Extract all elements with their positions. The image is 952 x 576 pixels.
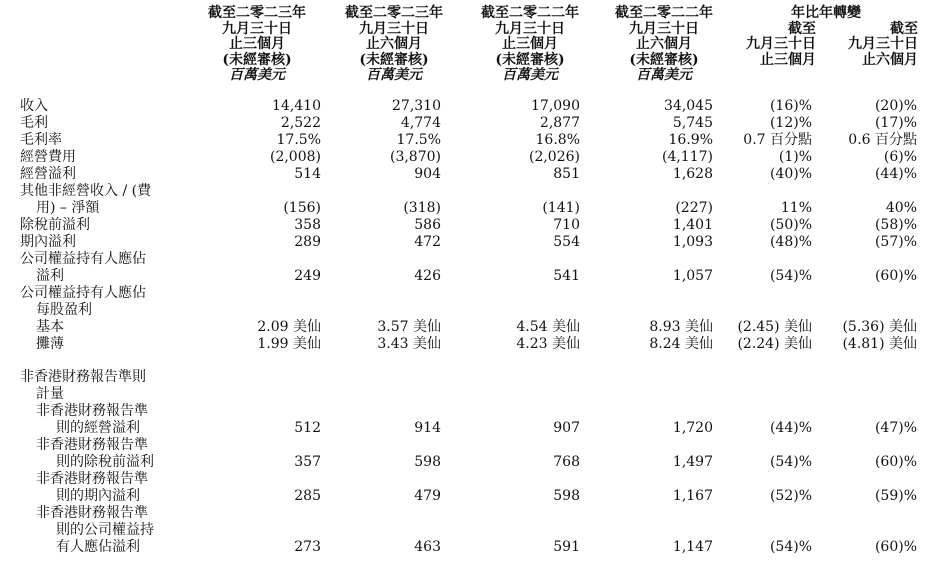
table-cell: (50)% [769, 217, 812, 233]
row-label: 經營費用 [20, 149, 76, 165]
row-label: 每股盈利 [36, 302, 92, 318]
table-cell: 357 [294, 454, 321, 470]
table-cell: (2,008) [269, 149, 321, 165]
row-label: 非香港財務報告準 [36, 403, 148, 419]
table-cell: (156) [283, 200, 321, 216]
table-cell: 4.54 美仙 [516, 319, 580, 335]
row-label: 計量 [36, 386, 64, 402]
table-cell: 3.57 美仙 [377, 319, 441, 335]
row-label: 則的公司權益持 [56, 522, 154, 538]
table-row [0, 368, 952, 386]
table-cell: 8.93 美仙 [649, 319, 713, 335]
table-cell: (60)% [874, 454, 917, 470]
table-row [0, 335, 952, 353]
table-cell: 2.09 美仙 [257, 319, 321, 335]
column-header-line: 止三個月 [760, 51, 816, 68]
table-cell: 591 [553, 539, 580, 555]
table-cell: 40% [885, 200, 917, 216]
column-header-line: 截至 [788, 20, 816, 37]
table-cell: 1,628 [672, 166, 713, 182]
table-cell: (54)% [769, 539, 812, 555]
table-cell: 34,045 [664, 98, 713, 114]
table-cell: 16.8% [535, 132, 580, 148]
column-header-line: 九月三十日 [629, 20, 699, 37]
table-cell: 463 [414, 539, 441, 555]
table-cell: 5,745 [672, 115, 713, 131]
table-cell: (20)% [874, 98, 917, 114]
table-cell: (60)% [874, 268, 917, 284]
column-header [466, 6, 594, 84]
table-cell: (52)% [769, 488, 812, 504]
column-header-line: 止六個月 [862, 51, 918, 68]
table-cell: 1,057 [672, 268, 713, 284]
table-cell: 904 [414, 166, 441, 182]
table-row [0, 97, 952, 115]
table-cell: (44)% [769, 420, 812, 436]
table-cell: 17,090 [531, 98, 580, 114]
column-unit: 百萬美元 [502, 67, 558, 83]
table-cell: 514 [294, 166, 321, 182]
table-cell: 914 [414, 420, 441, 436]
table-cell: 426 [414, 268, 441, 284]
table-cell: 1,147 [672, 539, 713, 555]
table-cell: (1)% [778, 149, 812, 165]
table-cell: 710 [553, 217, 580, 233]
table-row [0, 267, 952, 285]
row-label: 用) – 淨額 [36, 200, 100, 216]
row-label: 溢利 [36, 268, 64, 284]
table-cell: (5.36) 美仙 [842, 319, 917, 335]
row-label: 則的期內溢利 [56, 488, 140, 504]
row-label: 公司權益持有人應佔 [20, 251, 146, 267]
table-cell: 598 [414, 454, 441, 470]
table-cell: (4.81) 美仙 [842, 336, 917, 352]
table-cell: (54)% [769, 454, 812, 470]
row-label: 則的除稅前溢利 [56, 454, 154, 470]
table-row [0, 487, 952, 505]
table-cell: 1.99 美仙 [257, 336, 321, 352]
row-label: 除稅前溢利 [20, 217, 90, 233]
table-cell: (4,117) [661, 149, 713, 165]
table-cell: 1,093 [672, 234, 713, 250]
table-cell: 1,720 [672, 420, 713, 436]
table-cell: 0.6 百分點 [848, 132, 917, 148]
table-row [0, 504, 952, 522]
table-row [0, 419, 952, 437]
column-header-line: (未經審核) [495, 51, 565, 68]
table-cell: (59)% [874, 488, 917, 504]
table-cell: 4,774 [400, 115, 441, 131]
table-cell: (54)% [769, 268, 812, 284]
table-cell: (17)% [874, 115, 917, 131]
table-cell: 17.5% [276, 132, 321, 148]
table-row [0, 538, 952, 556]
table-cell: 768 [553, 454, 580, 470]
row-label: 非香港財務報告準 [36, 471, 148, 487]
column-header-line: 止三個月 [229, 36, 285, 52]
table-cell: 8.24 美仙 [649, 336, 713, 352]
table-row [0, 521, 952, 539]
row-label: 非香港財務報告準則 [20, 369, 146, 385]
table-cell: (12)% [769, 115, 812, 131]
table-cell: (48)% [769, 234, 812, 250]
table-cell: (60)% [874, 539, 917, 555]
table-row [0, 385, 952, 403]
column-header-line: 截至二零二二年 [481, 5, 579, 21]
column-header [330, 6, 458, 84]
row-label: 公司權益持有人應佔 [20, 285, 146, 301]
column-header-line: 九月三十日 [222, 20, 292, 37]
table-cell: (2,026) [528, 149, 580, 165]
column-header-line: 九月三十日 [495, 20, 565, 37]
table-cell: (6)% [883, 149, 917, 165]
table-cell: 1,497 [672, 454, 713, 470]
table-cell: (227) [675, 200, 713, 216]
table-cell: 1,167 [672, 488, 713, 504]
table-cell: 17.5% [396, 132, 441, 148]
column-header-line: 止六個月 [366, 36, 422, 52]
column-header-line: 截至 [890, 20, 918, 37]
table-cell: 541 [553, 268, 580, 284]
table-cell: 249 [294, 268, 321, 284]
table-cell: (141) [542, 200, 580, 216]
table-cell: (57)% [874, 234, 917, 250]
table-row [0, 131, 952, 149]
column-header-line: (未經審核) [359, 51, 429, 68]
table-cell: 907 [553, 420, 580, 436]
column-header-line: (未經審核) [629, 51, 699, 68]
column-header-line: 截至二零二二年 [615, 5, 713, 21]
table-row [0, 114, 952, 132]
table-cell: (318) [403, 200, 441, 216]
row-label: 則的經營溢利 [56, 420, 140, 436]
table-cell: (2.24) 美仙 [737, 336, 812, 352]
column-header-line: 止三個月 [502, 36, 558, 52]
row-label: 有人應佔溢利 [56, 539, 140, 555]
column-header [600, 6, 728, 84]
column-header-line: 截至二零二三年 [345, 5, 443, 21]
table-cell: 0.7 百分點 [743, 132, 812, 148]
row-label: 攤薄 [36, 336, 64, 352]
table-cell: 472 [414, 234, 441, 250]
row-label: 毛利 [20, 115, 48, 131]
table-cell: (44)% [874, 166, 917, 182]
column-header-line: 九月三十日 [746, 36, 816, 52]
table-row [0, 165, 952, 183]
row-label: 期內溢利 [20, 234, 76, 250]
table-row [0, 233, 952, 251]
table-row [0, 250, 952, 268]
table-row [0, 284, 952, 302]
table-cell: 2,522 [280, 115, 321, 131]
table-cell: 554 [553, 234, 580, 250]
table-cell: 598 [553, 488, 580, 504]
table-cell: 285 [294, 488, 321, 504]
table-cell: 358 [294, 217, 321, 233]
column-unit: 百萬美元 [366, 67, 422, 83]
row-label: 基本 [36, 319, 64, 335]
table-row [0, 436, 952, 454]
table-cell: 2,877 [539, 115, 580, 131]
table-cell: 586 [414, 217, 441, 233]
column-header-line: 九月三十日 [359, 20, 429, 37]
table-cell: 16.9% [668, 132, 713, 148]
table-cell: 479 [414, 488, 441, 504]
table-cell: 512 [294, 420, 321, 436]
table-cell: (58)% [874, 217, 917, 233]
table-cell: (3,870) [389, 149, 441, 165]
row-label: 非香港財務報告準 [36, 437, 148, 453]
table-cell: 851 [553, 166, 580, 182]
table-row [0, 470, 952, 488]
table-cell: 1,401 [672, 217, 713, 233]
row-label: 經營溢利 [20, 166, 76, 182]
table-row [0, 216, 952, 234]
table-row [0, 402, 952, 420]
table-cell: 4.23 美仙 [516, 336, 580, 352]
yoy-header-6m [818, 22, 918, 69]
row-label: 其他非經營收入 / (費 [20, 183, 152, 199]
table-cell: (47)% [874, 420, 917, 436]
yoy-header-3m [716, 22, 816, 69]
table-row [0, 453, 952, 471]
column-header-line: (未經審核) [222, 51, 292, 68]
table-cell: (40)% [769, 166, 812, 182]
column-unit: 百萬美元 [636, 67, 692, 83]
column-header [193, 6, 321, 84]
column-header-line: 截至二零二三年 [208, 5, 306, 21]
table-row [0, 301, 952, 319]
table-cell: 14,410 [272, 98, 321, 114]
row-label: 收入 [20, 98, 48, 114]
column-unit: 百萬美元 [229, 67, 285, 83]
table-cell: 289 [294, 234, 321, 250]
column-header-line: 止六個月 [636, 36, 692, 52]
table-cell: (16)% [769, 98, 812, 114]
table-row [0, 199, 952, 217]
yoy-header-title: 年比年轉變 [791, 5, 861, 21]
table-row [0, 318, 952, 336]
table-row [0, 148, 952, 166]
table-row [0, 182, 952, 200]
column-header-line: 九月三十日 [848, 36, 918, 52]
table-cell: (2.45) 美仙 [737, 319, 812, 335]
table-cell: 3.43 美仙 [377, 336, 441, 352]
row-label: 非香港財務報告準 [36, 505, 148, 521]
row-label: 毛利率 [20, 132, 62, 148]
table-cell: 27,310 [392, 98, 441, 114]
table-cell: 273 [294, 539, 321, 555]
table-cell: 11% [780, 200, 812, 216]
